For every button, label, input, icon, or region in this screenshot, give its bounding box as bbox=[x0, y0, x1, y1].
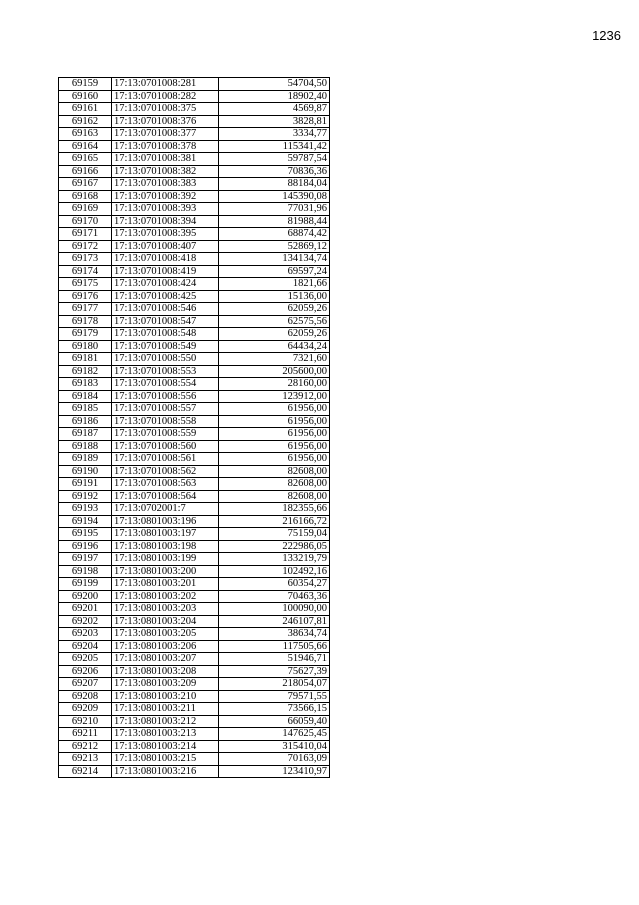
cadastral-number-cell: 17:13:0801003:216 bbox=[112, 765, 219, 778]
table-row bbox=[59, 628, 330, 641]
cadastral-number-cell: 17:13:0701008:393 bbox=[112, 203, 219, 216]
row-number-cell: 69180 bbox=[59, 340, 112, 353]
table-row bbox=[59, 465, 330, 478]
row-number-cell: 69205 bbox=[59, 653, 112, 666]
cadastral-number-cell: 17:13:0801003:200 bbox=[112, 565, 219, 578]
cadastral-number-cell: 17:13:0801003:209 bbox=[112, 678, 219, 691]
table-row bbox=[59, 653, 330, 666]
table-row bbox=[59, 128, 330, 141]
cadastral-number-cell: 17:13:0801003:199 bbox=[112, 553, 219, 566]
row-number-cell: 69197 bbox=[59, 553, 112, 566]
cadastral-value-cell: 1821,66 bbox=[219, 278, 330, 291]
table-row bbox=[59, 415, 330, 428]
cadastral-number-cell: 17:13:0801003:207 bbox=[112, 653, 219, 666]
cadastral-number-cell: 17:13:0701008:381 bbox=[112, 153, 219, 166]
cadastral-value-cell: 61956,00 bbox=[219, 403, 330, 416]
row-number-cell: 69206 bbox=[59, 665, 112, 678]
row-number-cell: 69173 bbox=[59, 253, 112, 266]
table-row bbox=[59, 365, 330, 378]
cadastral-value-cell: 82608,00 bbox=[219, 465, 330, 478]
cadastral-value-cell: 61956,00 bbox=[219, 440, 330, 453]
cadastral-value-cell: 70463,36 bbox=[219, 590, 330, 603]
cadastral-value-cell: 70836,36 bbox=[219, 165, 330, 178]
row-number-cell: 69214 bbox=[59, 765, 112, 778]
row-number-cell: 69194 bbox=[59, 515, 112, 528]
cadastral-number-cell: 17:13:0702001:7 bbox=[112, 503, 219, 516]
cadastral-value-cell: 64434,24 bbox=[219, 340, 330, 353]
cadastral-value-cell: 66059,40 bbox=[219, 715, 330, 728]
cadastral-value-cell: 54704,50 bbox=[219, 78, 330, 91]
table-row bbox=[59, 140, 330, 153]
cadastral-number-cell: 17:13:0801003:204 bbox=[112, 615, 219, 628]
cadastral-number-cell: 17:13:0701008:376 bbox=[112, 115, 219, 128]
table-row bbox=[59, 715, 330, 728]
row-number-cell: 69168 bbox=[59, 190, 112, 203]
cadastral-number-cell: 17:13:0701008:394 bbox=[112, 215, 219, 228]
row-number-cell: 69186 bbox=[59, 415, 112, 428]
table-row bbox=[59, 615, 330, 628]
row-number-cell: 69159 bbox=[59, 78, 112, 91]
table-row bbox=[59, 115, 330, 128]
table-row bbox=[59, 678, 330, 691]
cadastral-value-cell: 79571,55 bbox=[219, 690, 330, 703]
cadastral-value-cell: 115341,42 bbox=[219, 140, 330, 153]
table-body bbox=[59, 78, 330, 778]
row-number-cell: 69200 bbox=[59, 590, 112, 603]
row-number-cell: 69161 bbox=[59, 103, 112, 116]
table-row bbox=[59, 90, 330, 103]
table-row bbox=[59, 690, 330, 703]
cadastral-value-cell: 81988,44 bbox=[219, 215, 330, 228]
row-number-cell: 69192 bbox=[59, 490, 112, 503]
table-row bbox=[59, 103, 330, 116]
cadastral-number-cell: 17:13:0701008:558 bbox=[112, 415, 219, 428]
row-number-cell: 69199 bbox=[59, 578, 112, 591]
cadastral-value-cell: 75159,04 bbox=[219, 528, 330, 541]
row-number-cell: 69179 bbox=[59, 328, 112, 341]
table-row bbox=[59, 228, 330, 241]
cadastral-value-cell: 100090,00 bbox=[219, 603, 330, 616]
cadastral-value-cell: 69597,24 bbox=[219, 265, 330, 278]
cadastral-value-cell: 61956,00 bbox=[219, 415, 330, 428]
table-row bbox=[59, 303, 330, 316]
cadastral-value-cell: 61956,00 bbox=[219, 428, 330, 441]
table-row bbox=[59, 590, 330, 603]
cadastral-number-cell: 17:13:0701008:282 bbox=[112, 90, 219, 103]
row-number-cell: 69212 bbox=[59, 740, 112, 753]
cadastral-number-cell: 17:13:0701008:424 bbox=[112, 278, 219, 291]
table-row bbox=[59, 165, 330, 178]
table-row bbox=[59, 203, 330, 216]
table-row bbox=[59, 240, 330, 253]
cadastral-number-cell: 17:13:0701008:556 bbox=[112, 390, 219, 403]
cadastral-number-cell: 17:13:0701008:564 bbox=[112, 490, 219, 503]
cadastral-number-cell: 17:13:0801003:210 bbox=[112, 690, 219, 703]
table-row bbox=[59, 765, 330, 778]
cadastral-number-cell: 17:13:0701008:549 bbox=[112, 340, 219, 353]
cadastral-value-cell: 102492,16 bbox=[219, 565, 330, 578]
table-row bbox=[59, 578, 330, 591]
table-row bbox=[59, 290, 330, 303]
cadastral-value-cell: 315410,04 bbox=[219, 740, 330, 753]
cadastral-number-cell: 17:13:0801003:205 bbox=[112, 628, 219, 641]
row-number-cell: 69160 bbox=[59, 90, 112, 103]
cadastral-number-cell: 17:13:0701008:563 bbox=[112, 478, 219, 491]
cadastral-number-cell: 17:13:0701008:281 bbox=[112, 78, 219, 91]
cadastral-value-cell: 59787,54 bbox=[219, 153, 330, 166]
table-row bbox=[59, 153, 330, 166]
row-number-cell: 69164 bbox=[59, 140, 112, 153]
row-number-cell: 69207 bbox=[59, 678, 112, 691]
cadastral-number-cell: 17:13:0801003:197 bbox=[112, 528, 219, 541]
cadastral-number-cell: 17:13:0701008:418 bbox=[112, 253, 219, 266]
cadastral-value-cell: 134134,74 bbox=[219, 253, 330, 266]
row-number-cell: 69172 bbox=[59, 240, 112, 253]
cadastral-number-cell: 17:13:0701008:392 bbox=[112, 190, 219, 203]
row-number-cell: 69163 bbox=[59, 128, 112, 141]
cadastral-number-cell: 17:13:0701008:383 bbox=[112, 178, 219, 191]
cadastral-number-cell: 17:13:0801003:214 bbox=[112, 740, 219, 753]
table-row bbox=[59, 315, 330, 328]
table-row bbox=[59, 603, 330, 616]
cadastral-value-cell: 18902,40 bbox=[219, 90, 330, 103]
cadastral-value-cell: 82608,00 bbox=[219, 478, 330, 491]
table-row bbox=[59, 78, 330, 91]
cadastral-value-cell: 88184,04 bbox=[219, 178, 330, 191]
row-number-cell: 69170 bbox=[59, 215, 112, 228]
cadastral-number-cell: 17:13:0801003:201 bbox=[112, 578, 219, 591]
row-number-cell: 69177 bbox=[59, 303, 112, 316]
table-row bbox=[59, 553, 330, 566]
cadastral-value-cell: 7321,60 bbox=[219, 353, 330, 366]
table-row bbox=[59, 440, 330, 453]
row-number-cell: 69165 bbox=[59, 153, 112, 166]
cadastral-number-cell: 17:13:0701008:395 bbox=[112, 228, 219, 241]
table-row bbox=[59, 703, 330, 716]
cadastral-value-cell: 61956,00 bbox=[219, 453, 330, 466]
cadastral-number-cell: 17:13:0701008:547 bbox=[112, 315, 219, 328]
cadastral-number-cell: 17:13:0701008:419 bbox=[112, 265, 219, 278]
table-row bbox=[59, 528, 330, 541]
cadastral-number-cell: 17:13:0701008:553 bbox=[112, 365, 219, 378]
cadastral-value-cell: 222986,05 bbox=[219, 540, 330, 553]
row-number-cell: 69188 bbox=[59, 440, 112, 453]
row-number-cell: 69174 bbox=[59, 265, 112, 278]
cadastral-number-cell: 17:13:0801003:208 bbox=[112, 665, 219, 678]
row-number-cell: 69185 bbox=[59, 403, 112, 416]
cadastral-value-cell: 123410,97 bbox=[219, 765, 330, 778]
cadastral-value-cell: 62059,26 bbox=[219, 303, 330, 316]
row-number-cell: 69176 bbox=[59, 290, 112, 303]
cadastral-number-cell: 17:13:0701008:546 bbox=[112, 303, 219, 316]
cadastral-value-cell: 218054,07 bbox=[219, 678, 330, 691]
table-row bbox=[59, 453, 330, 466]
table-row bbox=[59, 178, 330, 191]
cadastral-value-cell: 70163,09 bbox=[219, 753, 330, 766]
table-row bbox=[59, 665, 330, 678]
table-row bbox=[59, 490, 330, 503]
row-number-cell: 69171 bbox=[59, 228, 112, 241]
cadastral-value-cell: 68874,42 bbox=[219, 228, 330, 241]
cadastral-value-cell: 145390,08 bbox=[219, 190, 330, 203]
cadastral-value-cell: 62059,26 bbox=[219, 328, 330, 341]
table-row bbox=[59, 378, 330, 391]
cadastral-number-cell: 17:13:0701008:550 bbox=[112, 353, 219, 366]
row-number-cell: 69175 bbox=[59, 278, 112, 291]
cadastral-number-cell: 17:13:0701008:382 bbox=[112, 165, 219, 178]
cadastral-value-cell: 147625,45 bbox=[219, 728, 330, 741]
row-number-cell: 69209 bbox=[59, 703, 112, 716]
cadastral-value-table bbox=[58, 77, 330, 778]
cadastral-number-cell: 17:13:0801003:202 bbox=[112, 590, 219, 603]
table-row bbox=[59, 503, 330, 516]
table-row bbox=[59, 353, 330, 366]
table-row bbox=[59, 265, 330, 278]
table-row bbox=[59, 728, 330, 741]
row-number-cell: 69190 bbox=[59, 465, 112, 478]
row-number-cell: 69196 bbox=[59, 540, 112, 553]
row-number-cell: 69189 bbox=[59, 453, 112, 466]
cadastral-number-cell: 17:13:0701008:560 bbox=[112, 440, 219, 453]
cadastral-number-cell: 17:13:0801003:196 bbox=[112, 515, 219, 528]
cadastral-value-cell: 205600,00 bbox=[219, 365, 330, 378]
cadastral-number-cell: 17:13:0701008:425 bbox=[112, 290, 219, 303]
table-row bbox=[59, 390, 330, 403]
table-row bbox=[59, 478, 330, 491]
cadastral-number-cell: 17:13:0701008:554 bbox=[112, 378, 219, 391]
cadastral-value-cell: 4569,87 bbox=[219, 103, 330, 116]
row-number-cell: 69210 bbox=[59, 715, 112, 728]
cadastral-value-cell: 133219,79 bbox=[219, 553, 330, 566]
cadastral-value-cell: 77031,96 bbox=[219, 203, 330, 216]
table-row bbox=[59, 190, 330, 203]
row-number-cell: 69178 bbox=[59, 315, 112, 328]
cadastral-value-cell: 15136,00 bbox=[219, 290, 330, 303]
cadastral-value-cell: 51946,71 bbox=[219, 653, 330, 666]
cadastral-number-cell: 17:13:0801003:213 bbox=[112, 728, 219, 741]
cadastral-number-cell: 17:13:0701008:557 bbox=[112, 403, 219, 416]
cadastral-value-cell: 62575,56 bbox=[219, 315, 330, 328]
cadastral-number-cell: 17:13:0801003:215 bbox=[112, 753, 219, 766]
table-row bbox=[59, 403, 330, 416]
cadastral-value-cell: 246107,81 bbox=[219, 615, 330, 628]
row-number-cell: 69198 bbox=[59, 565, 112, 578]
table-row bbox=[59, 215, 330, 228]
cadastral-value-cell: 3828,81 bbox=[219, 115, 330, 128]
cadastral-number-cell: 17:13:0801003:206 bbox=[112, 640, 219, 653]
table-row bbox=[59, 515, 330, 528]
cadastral-number-cell: 17:13:0701008:407 bbox=[112, 240, 219, 253]
table-row bbox=[59, 253, 330, 266]
table-row bbox=[59, 640, 330, 653]
cadastral-value-cell: 117505,66 bbox=[219, 640, 330, 653]
cadastral-number-cell: 17:13:0801003:212 bbox=[112, 715, 219, 728]
row-number-cell: 69181 bbox=[59, 353, 112, 366]
table-row bbox=[59, 540, 330, 553]
table-row bbox=[59, 428, 330, 441]
row-number-cell: 69182 bbox=[59, 365, 112, 378]
table-row bbox=[59, 565, 330, 578]
cadastral-value-cell: 28160,00 bbox=[219, 378, 330, 391]
row-number-cell: 69169 bbox=[59, 203, 112, 216]
cadastral-number-cell: 17:13:0701008:548 bbox=[112, 328, 219, 341]
cadastral-number-cell: 17:13:0801003:211 bbox=[112, 703, 219, 716]
row-number-cell: 69166 bbox=[59, 165, 112, 178]
cadastral-value-cell: 82608,00 bbox=[219, 490, 330, 503]
cadastral-value-cell: 182355,66 bbox=[219, 503, 330, 516]
row-number-cell: 69191 bbox=[59, 478, 112, 491]
cadastral-number-cell: 17:13:0701008:561 bbox=[112, 453, 219, 466]
row-number-cell: 69183 bbox=[59, 378, 112, 391]
cadastral-number-cell: 17:13:0701008:559 bbox=[112, 428, 219, 441]
table-row bbox=[59, 328, 330, 341]
cadastral-number-cell: 17:13:0701008:378 bbox=[112, 140, 219, 153]
row-number-cell: 69213 bbox=[59, 753, 112, 766]
cadastral-value-cell: 73566,15 bbox=[219, 703, 330, 716]
row-number-cell: 69167 bbox=[59, 178, 112, 191]
row-number-cell: 69195 bbox=[59, 528, 112, 541]
row-number-cell: 69203 bbox=[59, 628, 112, 641]
cadastral-value-cell: 52869,12 bbox=[219, 240, 330, 253]
row-number-cell: 69201 bbox=[59, 603, 112, 616]
row-number-cell: 69187 bbox=[59, 428, 112, 441]
row-number-cell: 69184 bbox=[59, 390, 112, 403]
table-row bbox=[59, 753, 330, 766]
cadastral-value-cell: 75627,39 bbox=[219, 665, 330, 678]
row-number-cell: 69204 bbox=[59, 640, 112, 653]
cadastral-value-cell: 3334,77 bbox=[219, 128, 330, 141]
row-number-cell: 69208 bbox=[59, 690, 112, 703]
row-number-cell: 69211 bbox=[59, 728, 112, 741]
cadastral-number-cell: 17:13:0801003:203 bbox=[112, 603, 219, 616]
row-number-cell: 69202 bbox=[59, 615, 112, 628]
cadastral-number-cell: 17:13:0701008:375 bbox=[112, 103, 219, 116]
cadastral-number-cell: 17:13:0801003:198 bbox=[112, 540, 219, 553]
page-number: 1236 bbox=[592, 28, 621, 43]
cadastral-number-cell: 17:13:0701008:377 bbox=[112, 128, 219, 141]
row-number-cell: 69193 bbox=[59, 503, 112, 516]
table-row bbox=[59, 278, 330, 291]
cadastral-value-cell: 123912,00 bbox=[219, 390, 330, 403]
table-row bbox=[59, 340, 330, 353]
table-row bbox=[59, 740, 330, 753]
cadastral-value-cell: 38634,74 bbox=[219, 628, 330, 641]
cadastral-number-cell: 17:13:0701008:562 bbox=[112, 465, 219, 478]
cadastral-value-cell: 216166,72 bbox=[219, 515, 330, 528]
row-number-cell: 69162 bbox=[59, 115, 112, 128]
cadastral-value-cell: 60354,27 bbox=[219, 578, 330, 591]
